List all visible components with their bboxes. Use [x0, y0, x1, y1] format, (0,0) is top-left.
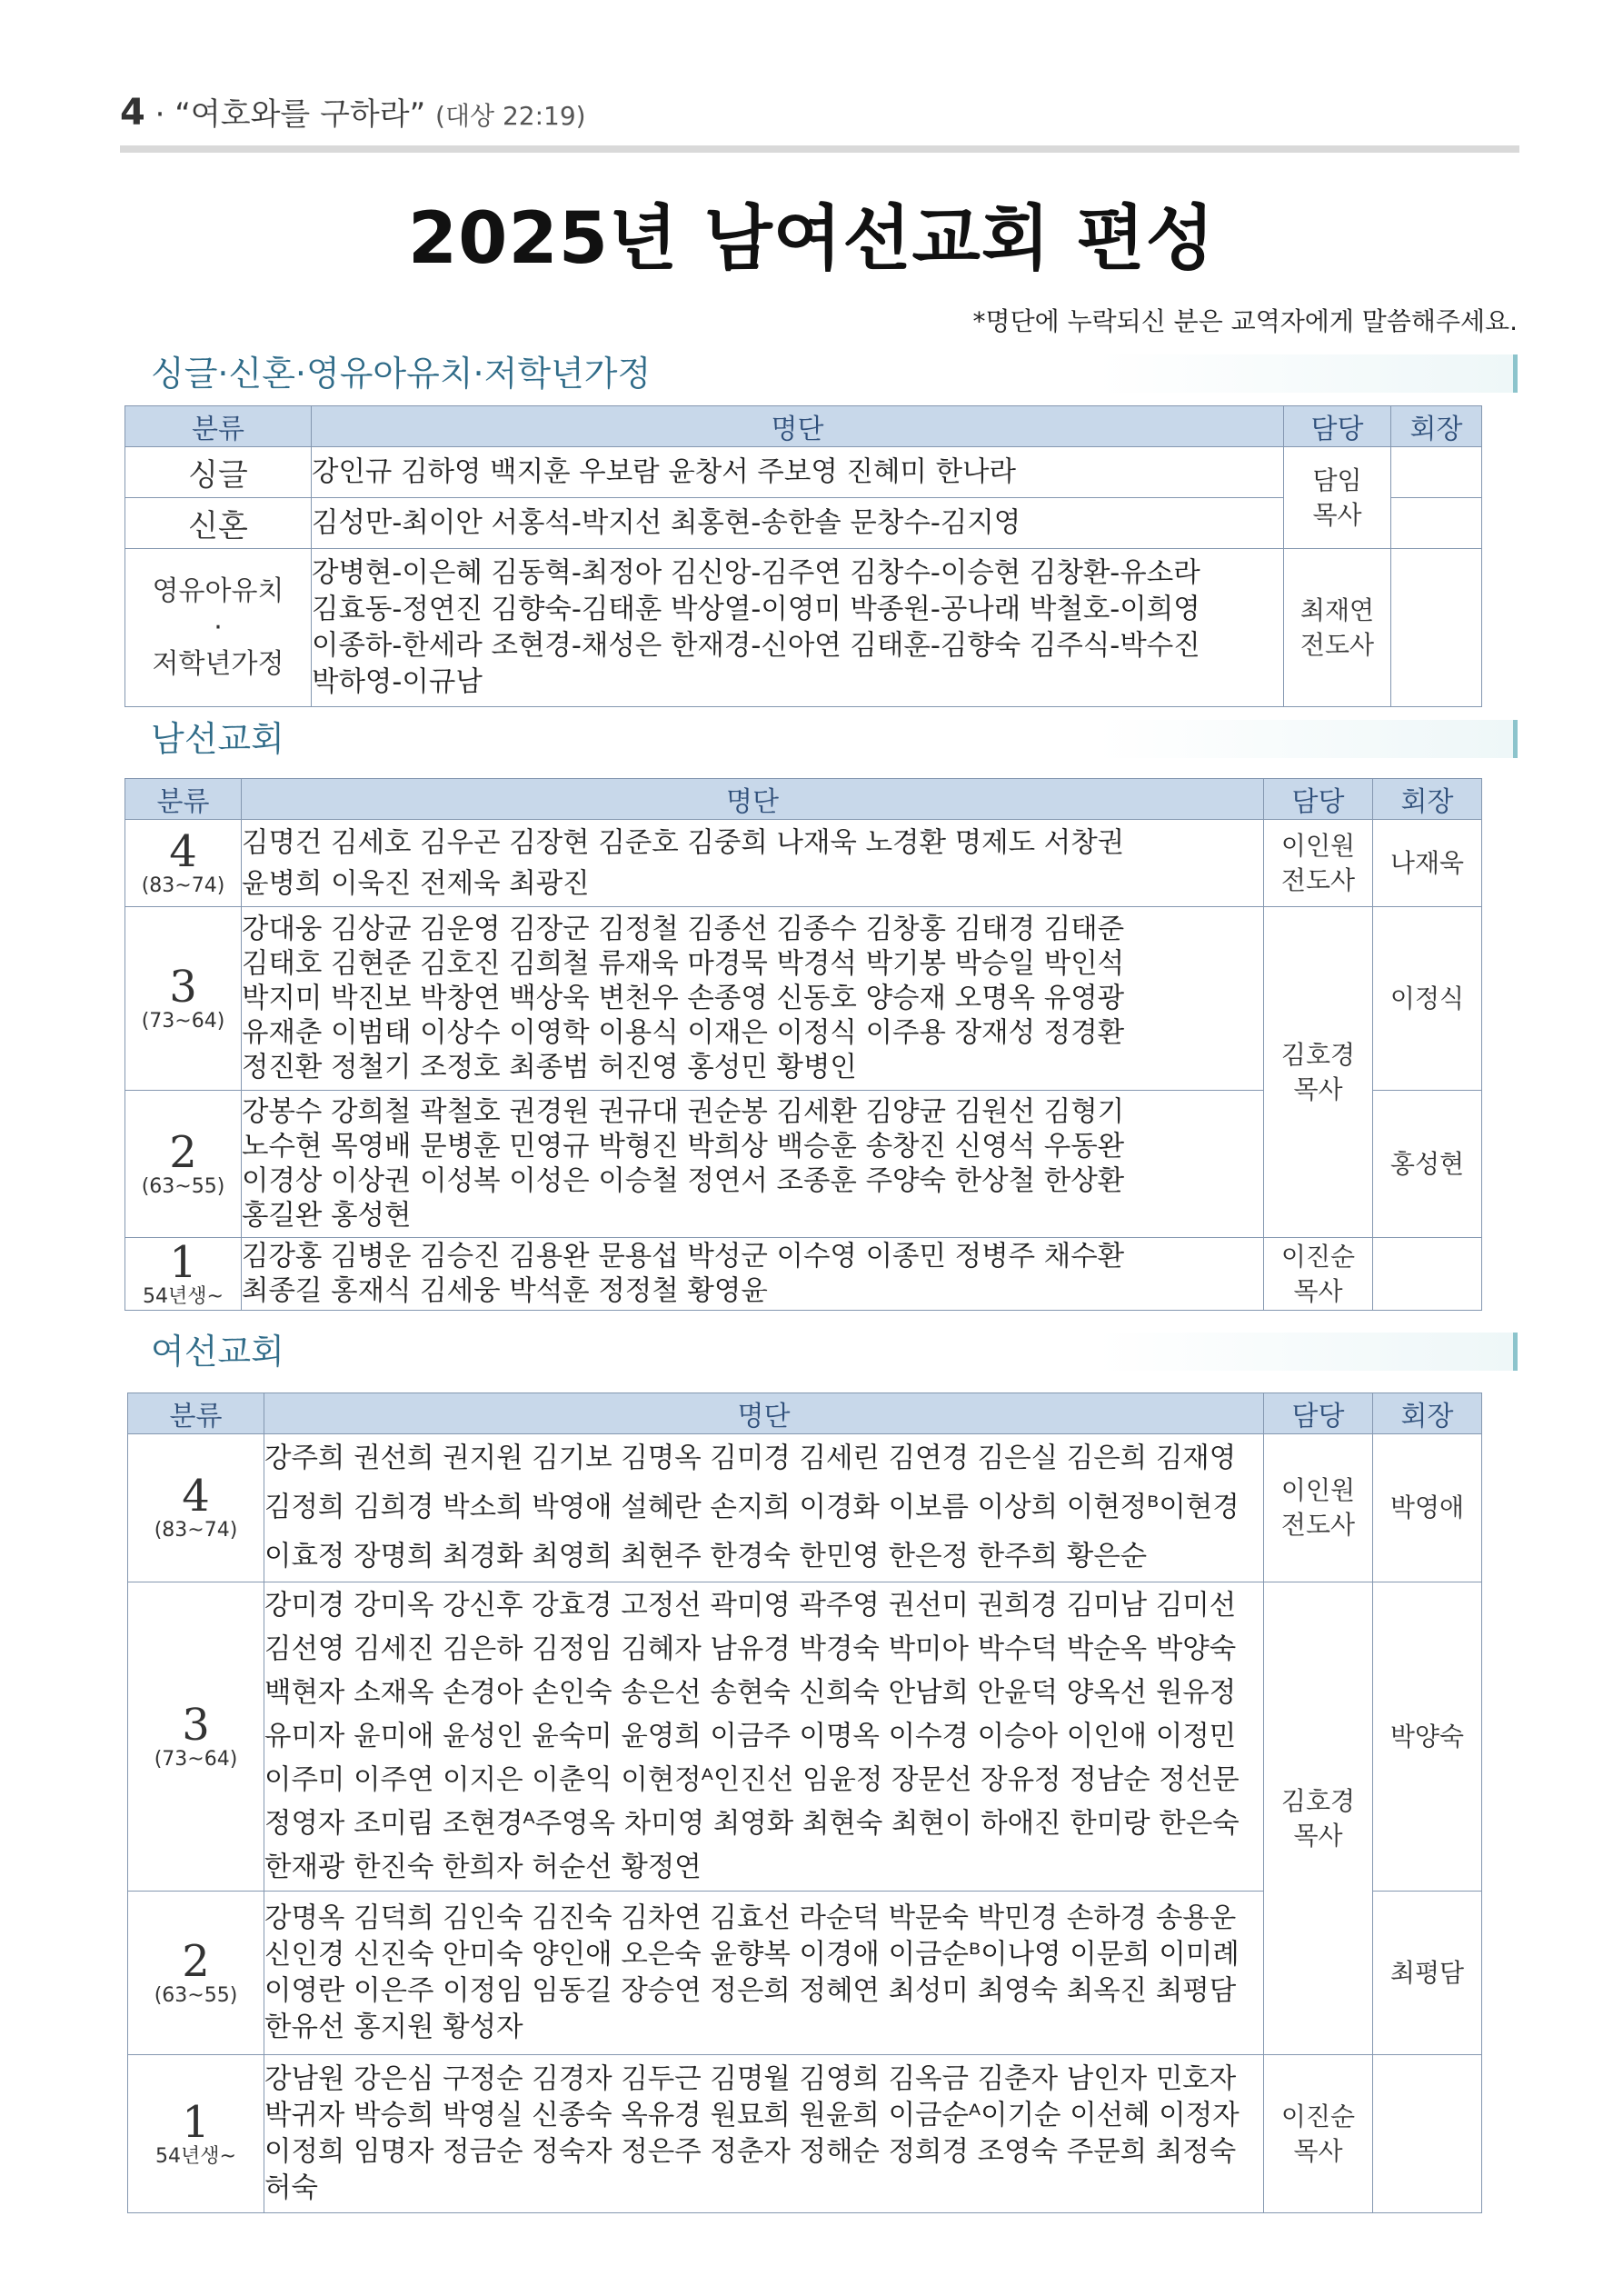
- row-manager: 김호경 목사: [1264, 907, 1373, 1238]
- row-president: 나재욱: [1373, 820, 1482, 907]
- category-number: 2: [169, 1126, 197, 1178]
- row-president: [1391, 549, 1482, 707]
- section-title-singles: 싱글·신혼·영유아유치·저학년가정: [127, 354, 1518, 393]
- row-names: 강대웅 김상균 김운영 김장군 김정철 김종선 김종수 김창홍 김태경 김태준 김태호 김현준 김호진 김희철 류재욱 마경묵 박경석 박기봉 박승일 박인석 박지미 박진보 박창연 백상욱 변천우 손종영 신동호 양승재 오명옥 유영광 유재춘 이범태 이상수 이영학 이용식 이재은 이정식 이주용 장재성 정경환 정진환 정철기 조정호 최종범 허진영 홍성민 황병인: [242, 907, 1264, 1091]
- row-names: 강봉수 강희철 곽철호 권경원 권규대 권순봉 김세환 김양균 김원선 김형기 노수현 목영배 문병훈 민영규 박형진 박희상 백승훈 송창진 신영석 우동완 이경상 이상권 이성복 이성은 이승철 정연서 조종훈 주양숙 한상철 한상환 홍길완 홍성현: [242, 1091, 1264, 1238]
- section-title-women: 여선교회: [127, 1333, 1518, 1371]
- table-row: [125, 549, 1482, 707]
- row-category: [125, 820, 242, 907]
- category-line-a: 영유아유치: [152, 574, 284, 607]
- category-years: (73~64): [141, 1009, 225, 1033]
- table-header-row: [128, 1393, 1482, 1434]
- row-category: [128, 1892, 264, 2055]
- section-title-men: 남선교회: [127, 720, 1518, 758]
- row-manager: 김호경 목사: [1264, 1582, 1373, 2055]
- category-years: (83~74): [141, 873, 225, 897]
- row-names: 강남원 강은심 구정순 김경자 김두근 김명월 김영희 김옥금 김춘자 남인자 민호자 박귀자 박승희 박영실 신종숙 옥유경 원묘희 원윤희 이금순ᴬ이기순 이선혜 이정자 이정희 임명자 정금순 정숙자 정은주 정춘자 정해순 정희경 조영숙 주문희 최정숙 허숙: [264, 2055, 1264, 2213]
- row-president: [1373, 1238, 1482, 1311]
- col-header-category: 분류: [128, 1393, 264, 1434]
- page-note: *명단에 누락되신 분은 교역자에게 말씀해주세요.: [972, 306, 1518, 336]
- category-years: (83~74): [154, 1519, 238, 1542]
- row-president: 박양숙: [1373, 1582, 1482, 1892]
- col-header-manager: 담당: [1264, 1393, 1373, 1434]
- category-number: 4: [169, 825, 197, 877]
- table-row: [125, 820, 1482, 907]
- category-years: (63~55): [154, 1983, 238, 2007]
- row-manager: 담임 목사: [1284, 447, 1391, 549]
- row-category: [125, 907, 242, 1091]
- col-header-names: 명단: [242, 779, 1264, 820]
- table-row: [125, 498, 1482, 549]
- row-names: 강주희 권선희 권지원 김기보 김명옥 김미경 김세린 김연경 김은실 김은희 김재영 김정희 김희경 박소희 박영애 설혜란 손지희 이경화 이보름 이상희 이현정ᴮ이현경 이효정 장명희 최경화 최영희 최현주 한경숙 한민영 한은정 한주희 황은순: [264, 1434, 1264, 1582]
- row-manager: 이진순 목사: [1264, 2055, 1373, 2213]
- row-names: 강병현-이은혜 김동혁-최정아 김신앙-김주연 김창수-이승현 김창환-유소라 김효동-정연진 김향숙-김태훈 박상열-이영미 박종원-공나래 박철호-이희영 이종하-한세라 조현경-채성은 한재경-신아연 김태훈-김향숙 김주식-박수진 박하영-이규남: [312, 549, 1284, 707]
- col-header-category: 분류: [125, 406, 312, 447]
- category-line-b: 저학년가정: [152, 647, 284, 680]
- table-singles: [124, 405, 1482, 707]
- table-row: [125, 447, 1482, 498]
- row-category: 싱글: [125, 447, 312, 498]
- category-number: 1: [182, 2096, 210, 2148]
- row-category: [125, 549, 312, 707]
- page-title: 2025년 남여선교회 편성: [407, 198, 1216, 280]
- row-category: [125, 1238, 242, 1311]
- table-men: [124, 778, 1482, 1311]
- table-row: [128, 2055, 1482, 2213]
- col-header-president: 회장: [1373, 1393, 1482, 1434]
- col-header-category: 분류: [125, 779, 242, 820]
- row-category: [125, 1091, 242, 1238]
- table-row: [128, 1582, 1482, 1892]
- row-names: 강명옥 김덕희 김인숙 김진숙 김차연 김효선 라순덕 박문숙 박민경 손하경 송용운 신인경 신진숙 안미숙 양인애 오은숙 윤향복 이경애 이금순ᴮ이나영 이문희 이미례 이영란 이은주 이정임 임동길 장승연 정은희 정혜연 최성미 최영숙 최옥진 최평담 한유선 홍지원 황성자: [264, 1892, 1264, 2055]
- table-header-row: [125, 406, 1482, 447]
- row-manager: 이인원 전도사: [1264, 1434, 1373, 1582]
- row-category: [128, 2055, 264, 2213]
- col-header-president: 회장: [1373, 779, 1482, 820]
- col-header-names: 명단: [312, 406, 1284, 447]
- category-number: 1: [169, 1236, 197, 1288]
- category-years: 54년생~: [155, 2144, 236, 2168]
- table-row: [125, 1238, 1482, 1311]
- row-president: 최평담: [1373, 1892, 1482, 2055]
- header-separator: ·: [154, 96, 165, 133]
- category-years: 54년생~: [143, 1284, 224, 1308]
- page-header: [120, 89, 586, 134]
- category-years: (63~55): [141, 1174, 225, 1198]
- row-category: [128, 1434, 264, 1582]
- category-years: (73~64): [154, 1747, 238, 1771]
- table-header-row: [125, 779, 1482, 820]
- col-header-manager: 담당: [1284, 406, 1391, 447]
- category-number: 3: [169, 961, 197, 1013]
- row-president: 이정식: [1373, 907, 1482, 1091]
- table-women: [127, 1393, 1482, 2213]
- category-number: 4: [182, 1471, 210, 1522]
- col-header-manager: 담당: [1264, 779, 1373, 820]
- row-names: 강미경 강미옥 강신후 강효경 고정선 곽미영 곽주영 권선미 권희경 김미남 김미선 김선영 김세진 김은하 김정임 김혜자 남유경 박경숙 박미아 박수덕 박순옥 박양숙 백현자 소재옥 손경아 손인숙 송은선 송현숙 신희숙 안남희 안윤덕 양옥선 원유정 유미자 윤미애 윤성인 윤숙미 윤영희 이금주 이명옥 이수경 이승아 이인애 이정민 이주미 이주연 이지은 이춘익 이현정ᴬ인진선 임윤정 장문선 장유정 정남순 정선문 정영자 조미림 조현경ᴬ주영옥 차미영 최영화 최현숙 최현이 하애진 한미랑 한은숙 한재광 한진숙 한희자 허순선 황정연: [264, 1582, 1264, 1892]
- header-reference: (대상 22:19): [435, 101, 586, 131]
- category-dot: ·: [214, 611, 223, 644]
- row-president: [1391, 498, 1482, 549]
- row-president: [1373, 2055, 1482, 2213]
- row-manager: 최재연 전도사: [1284, 549, 1391, 707]
- page-number: 4: [120, 92, 145, 134]
- row-president: 홍성현: [1373, 1091, 1482, 1238]
- category-number: 2: [182, 1935, 210, 1987]
- row-names: 김강홍 김병운 김승진 김용완 문용섭 박성군 이수영 이종민 정병주 채수환 최종길 홍재식 김세웅 박석훈 정정철 황영윤: [242, 1238, 1264, 1311]
- row-category: [128, 1582, 264, 1892]
- header-quote: “여호와를 구하라”: [174, 96, 426, 133]
- row-names: 강인규 김하영 백지훈 우보람 윤창서 주보영 진혜미 한나라: [312, 447, 1284, 498]
- row-category: 신혼: [125, 498, 312, 549]
- row-names: 김성만-최이안 서홍석-박지선 최홍현-송한솔 문창수-김지영: [312, 498, 1284, 549]
- header-divider: [120, 145, 1519, 153]
- row-names: 김명건 김세호 김우곤 김장현 김준호 김중희 나재욱 노경환 명제도 서창권 윤병희 이욱진 전제욱 최광진: [242, 820, 1264, 907]
- table-row: [128, 1434, 1482, 1582]
- table-row: [125, 907, 1482, 1091]
- col-header-president: 회장: [1391, 406, 1482, 447]
- col-header-names: 명단: [264, 1393, 1264, 1434]
- row-manager: 이인원 전도사: [1264, 820, 1373, 907]
- row-president: [1391, 447, 1482, 498]
- category-number: 3: [182, 1699, 210, 1751]
- row-president: 박영애: [1373, 1434, 1482, 1582]
- row-manager: 이진순 목사: [1264, 1238, 1373, 1311]
